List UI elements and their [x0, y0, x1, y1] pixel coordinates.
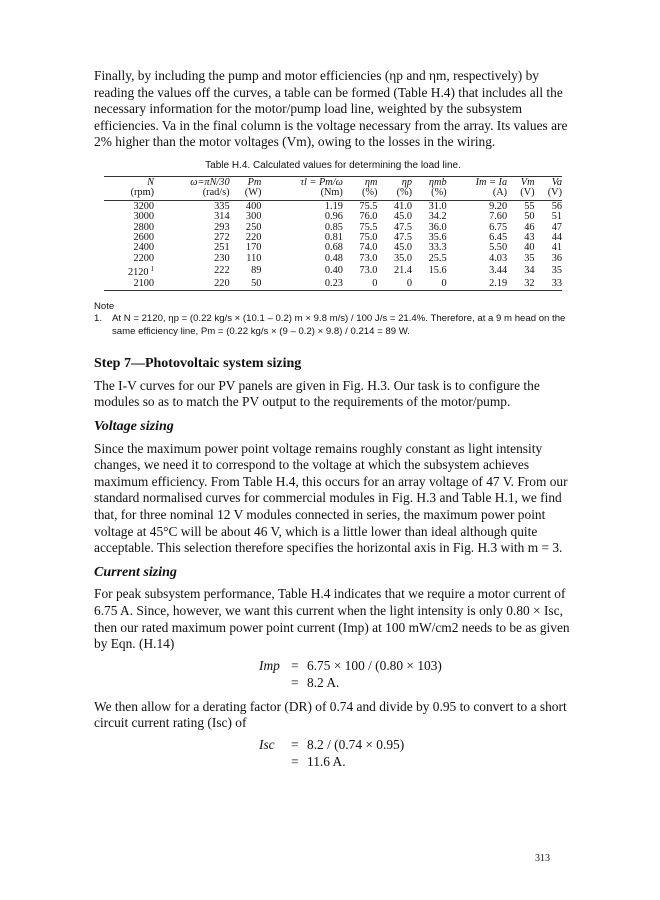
note-item [94, 313, 572, 338]
table-cell: 300 [245, 211, 262, 223]
table-cell: 3000 [133, 211, 155, 223]
column-unit: (%) [343, 188, 378, 200]
table-cell: 32 [507, 279, 534, 291]
table-cell: 251 [214, 242, 230, 254]
table-cell: 41 [551, 242, 562, 254]
current-sizing-heading: Current sizing [94, 564, 177, 580]
table-cell: 6.45 [489, 232, 508, 243]
note-heading: Note [94, 301, 115, 313]
table-cell: 75.5 [359, 200, 378, 212]
table-cell: 89 [251, 265, 262, 277]
table-cell: 0.81 [324, 232, 343, 243]
isc-symbol: Isc [259, 736, 275, 752]
imp-equation: Imp = 6.75 × 100 / (0.80 × 103) = 8.2 A. [259, 657, 442, 690]
table-cell: 314 [214, 211, 230, 223]
table-cell: 2400 [133, 242, 155, 254]
table-cell: 0.48 [324, 252, 343, 264]
column-header: Pm [230, 176, 262, 188]
column-header: Im = Ia [447, 176, 508, 188]
table-cell: 0 [412, 279, 447, 291]
column-unit: (rpm) [104, 188, 154, 200]
table-cell: 56 [551, 200, 562, 212]
table-note [94, 301, 572, 338]
table-cell: 33 [535, 279, 562, 291]
table-cell: 51 [551, 211, 562, 223]
table-cell: 7.60 [489, 211, 508, 223]
table-cell: 50 [230, 279, 262, 291]
table-row [104, 264, 562, 278]
table-cell: 76.0 [359, 211, 378, 223]
column-header: Va [535, 176, 562, 188]
table-cell: 75.5 [359, 221, 378, 233]
table-cell: 2100 [104, 279, 154, 291]
column-header: Vm [507, 176, 534, 188]
table-cell: 0.85 [324, 221, 343, 233]
table-cell: 31.0 [428, 200, 447, 212]
footnote-marker: 1 [150, 265, 155, 274]
table-cell: 45.0 [394, 211, 413, 223]
table-cell: 1.19 [324, 200, 343, 212]
table-cell: 400 [245, 200, 262, 212]
table-cell: 35 [524, 252, 535, 264]
table-cell: 0 [377, 279, 412, 291]
current-sizing-paragraph-2: We then allow for a derating factor (DR) of 0.74 and divide by 0.95 to convert to a short circuit current rating (Isc) of [94, 698, 567, 731]
table-cell: 3.44 [489, 265, 508, 277]
isc-equation: Isc = 8.2 / (0.74 × 0.95) = 11.6 A. [259, 736, 405, 769]
column-unit: (%) [412, 188, 447, 200]
intro-paragraph: Finally, by including the pump and motor efficiencies (ηp and ηm, respectively) by reading the values off the curves, a table can be formed (Table H.4) that includes all the necessary information for the motor/pump load line, weighted by the subsystem efficiencies. Va in the final column is the voltage necessary from the array. Its values are 2% higher than the motor voltages (Vm), owing to the losses in the wiring. [94, 68, 568, 150]
table-cell: 9.20 [489, 200, 508, 212]
table-cell: 21.4 [394, 265, 413, 277]
table-units-row [104, 188, 562, 200]
table-cell: 110 [246, 252, 262, 264]
table-cell: 220 [245, 232, 262, 243]
table-cell: 25.5 [428, 252, 447, 264]
isc-expression: 8.2 / (0.74 × 0.95) [307, 736, 405, 752]
column-unit: (A) [447, 188, 508, 200]
table-cell: 4.03 [489, 252, 508, 264]
step7-heading: Step 7—Photovoltaic system sizing [94, 356, 302, 372]
table-row [104, 279, 562, 291]
table-cell: 0.68 [324, 242, 343, 254]
note-number: 1. [94, 313, 103, 325]
table-cell: 40 [524, 242, 535, 254]
table-cell: 41.0 [394, 200, 413, 212]
table-cell: 250 [245, 221, 262, 233]
table-cell: 44 [551, 232, 562, 243]
step7-paragraph: The I-V curves for our PV panels are given in Fig. H.3. Our task is to configure the modules so as to match the PV output to the requirements of the motor/pump. [94, 377, 540, 410]
table-cell: 35.0 [394, 252, 413, 264]
table-cell: 47.5 [394, 232, 413, 243]
voltage-sizing-heading: Voltage sizing [94, 419, 174, 435]
table-cell: 36 [551, 252, 562, 264]
table-cell: 15.6 [428, 265, 447, 277]
column-header: τl = Pm/ω [261, 176, 343, 188]
column-unit: (V) [507, 188, 534, 200]
table-cell: 33.3 [428, 242, 447, 254]
table-cell: 0.40 [324, 265, 343, 277]
table-cell: 34 [524, 265, 535, 277]
voltage-sizing-paragraph: Since the maximum power point voltage remains roughly constant as light intensity changes, we need it to correspond to the voltage at which the subsystem achieves maximum efficiency. From Table H.4, this occurs for an array voltage of 47 V. From our standard normalised curves for commercial modules in Fig. H.3 and Table H.1, we find that, for three nominal 12 V modules connected in series, the maximum power point voltage at 45°C will be about 46 V, which is a little lower than ideal although quite acceptable. This selection therefore specifies the horizontal axis in Fig. H.3 with m = 3. [94, 440, 568, 556]
column-header: ω=πN/30 [154, 176, 230, 188]
isc-result: 11.6 A. [307, 753, 346, 769]
page-content [94, 68, 572, 770]
table-cell: 170 [245, 242, 262, 254]
table-cell: 335 [214, 200, 230, 212]
table-cell: 74.0 [359, 242, 378, 254]
table-cell: 222 [214, 265, 230, 277]
table-cell: 5.50 [489, 242, 508, 254]
table-cell: 55 [524, 200, 535, 212]
table-cell-value: 2120 [127, 267, 149, 279]
column-unit: (W) [230, 188, 262, 200]
table-caption: Table H.4. Calculated values for determining the load line. [205, 159, 461, 171]
table-cell [104, 264, 154, 278]
table-cell: 0 [343, 279, 378, 291]
table-cell: 2.19 [447, 279, 508, 291]
table-cell: 35 [551, 265, 562, 277]
table-cell: 43 [524, 232, 535, 243]
column-header: ηp [377, 176, 412, 188]
table-cell: 35.6 [428, 232, 447, 243]
imp-expression: 6.75 × 100 / (0.80 × 103) [307, 657, 442, 673]
table-cell: 73.0 [359, 265, 378, 277]
table-cell: 0.96 [324, 211, 343, 223]
table-cell: 0.23 [261, 279, 343, 291]
column-unit: (%) [377, 188, 412, 200]
column-unit: (Nm) [261, 188, 343, 200]
column-unit: (V) [535, 188, 562, 200]
table-cell: 73.0 [359, 252, 378, 264]
column-header: N [104, 176, 154, 188]
table-body [104, 200, 562, 290]
table-cell: 2800 [133, 221, 155, 233]
column-header: ηm [343, 176, 378, 188]
load-line-table [104, 176, 562, 291]
table-cell: 47 [551, 221, 562, 233]
table-cell: 36.0 [428, 221, 447, 233]
current-sizing-paragraph-1: For peak subsystem performance, Table H.4 indicates that we require a motor current of 6.75 A. Since, however, we want this current when the light intensity is only 0.80 × Isc, then our rated maximum power point current (Imp) at 100 mW/cm2 needs to be as given by Eqn. (H.14) [94, 586, 570, 652]
table-cell: 45.0 [394, 242, 413, 254]
table-cell: 34.2 [428, 211, 447, 223]
table-cell: 6.75 [489, 221, 508, 233]
table-cell: 47.5 [394, 221, 413, 233]
table-cell: 50 [524, 211, 535, 223]
table-row [104, 254, 562, 264]
note-text: At N = 2120, ηp = (0.22 kg/s × (10.1 – 0.2) m × 9.8 m/s) / 100 J/s = 21.4%. Therefore, at a 9 m head on the same efficiency line, Pm = (0.22 kg/s × (9 – 0.2) × 9.8) / 0.214 = 89 W. [112, 313, 566, 337]
table-cell: 230 [214, 252, 230, 264]
table-cell: 2600 [133, 232, 155, 243]
column-unit: (rad/s) [154, 188, 230, 200]
table-cell: 293 [214, 221, 230, 233]
table-cell: 272 [214, 232, 230, 243]
imp-symbol: Imp [259, 657, 280, 673]
table-cell: 46 [524, 221, 535, 233]
page-number: 313 [535, 853, 550, 864]
column-header: ηmb [412, 176, 447, 188]
table-cell: 220 [154, 279, 230, 291]
table-cell: 3200 [133, 200, 155, 212]
table-cell: 75.0 [359, 232, 378, 243]
imp-result: 8.2 A. [307, 674, 340, 690]
table-cell: 2200 [133, 252, 155, 264]
